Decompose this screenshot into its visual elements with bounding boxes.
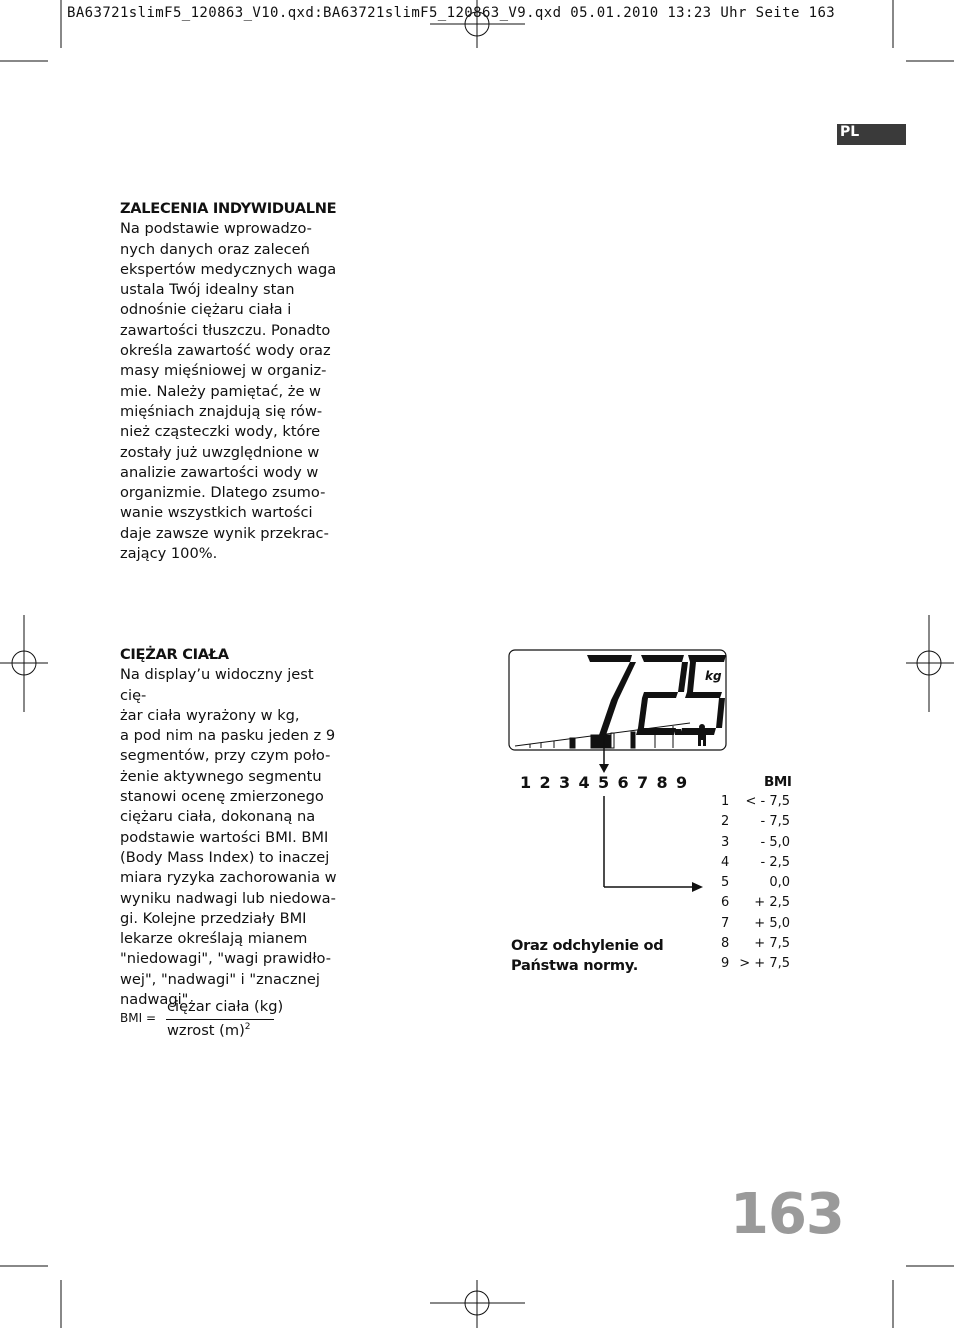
- bmi-row: 1 < - 7,5: [721, 794, 790, 809]
- bmi-row: 2 - 7,5: [721, 814, 790, 829]
- formula-lhs: BMI =: [120, 1011, 156, 1025]
- arrow-down-icon: [599, 764, 609, 773]
- bmi-table-header: BMI: [764, 774, 792, 790]
- bmi-row: 9 > + 7,5: [721, 956, 790, 971]
- bmi-formula: [120, 996, 320, 1046]
- section-body: Na podstawie wprowadzo- nych danych oraz zaleceń ekspertów medycznych waga ustala Twój idealny stan odnośnie ciężaru ciała i zawartości tłuszczu. Ponadto określa zawartość wody oraz masy mięśniowej w organiz- mie. Należy pamiętać, że w mięśniach znajdują się rów- nież cząsteczki wody, które zostały już uwzględnione w analizie zawartości wody w organizmie. Dlatego zsumo- wanie wszystkich wartości daje zawsze wynik przekrac- zający 100%.: [120, 220, 337, 563]
- person-icon: [698, 724, 706, 746]
- segment-number: 1: [520, 773, 532, 792]
- segment-number: 7: [637, 773, 649, 792]
- language-badge: PL: [837, 124, 906, 145]
- page-number: 163: [730, 1182, 844, 1247]
- section-body: Na display’u widoczny jest cię- żar ciała wyrażony w kg, a pod nim na pasku jeden z 9 segmentów, przy czym poło- żenie aktywnego segmentu stanowi ocenę zmierzonego ciężaru ciała, dokonaną na podstawie wartości BMI. BMI (Body Mass Index) to inaczej miara ryzyka zachorowania w wyniku nadwagi lub niedowa- gi. Kolejne przedziały BMI lekarze określają mianem "niedowagi", "wagi prawidło- wej", "nadwagi" i "znacznej nadwagi".: [120, 666, 337, 1009]
- section-body-weight: [120, 645, 340, 1010]
- registration-mark-right: [906, 615, 954, 712]
- registration-mark-left: [0, 615, 48, 712]
- scale-lcd-diagram: [500, 640, 730, 900]
- segment-number: 2: [539, 773, 551, 792]
- section-heading: CIĘŻAR CIAŁA: [120, 646, 229, 663]
- registration-mark-bottom: [430, 1280, 525, 1328]
- print-slug: BA63721slimF5_120863_V10.qxd:BA63721slimF5_120863_V9.qxd 05.01.2010 13:23 Uhr Seite 163: [67, 5, 836, 21]
- deviation-caption: Oraz odchylenie od Państwa normy.: [511, 937, 664, 975]
- bmi-row: 8 + 7,5: [721, 936, 790, 951]
- bmi-row: 7 + 5,0: [721, 916, 790, 931]
- section-heading: ZALECENIA INDYWIDUALNE: [120, 200, 337, 217]
- active-segment: [591, 735, 611, 748]
- lcd-unit: kg: [705, 669, 722, 683]
- segment-number: 4: [578, 773, 590, 792]
- bmi-row: 6 + 2,5: [721, 895, 790, 910]
- formula-denominator: wzrost $(m)^2$: [167, 1022, 251, 1039]
- section-individual-recommendations: [120, 199, 340, 564]
- segment-number: 9: [676, 773, 688, 792]
- segment-number: 3: [559, 773, 571, 792]
- bmi-row: 3 - 5,0: [721, 835, 790, 850]
- segment-number: 8: [656, 773, 668, 792]
- bmi-row: 5 0,0: [721, 875, 790, 890]
- bmi-row: 4 - 2,5: [721, 855, 790, 870]
- segment-number: 6: [617, 773, 629, 792]
- formula-exponent: 2: [244, 1022, 251, 1033]
- formula-numerator: ciężar ciała (kg): [167, 998, 284, 1015]
- fraction-bar: [166, 1019, 274, 1020]
- segment-number: 5: [598, 773, 610, 792]
